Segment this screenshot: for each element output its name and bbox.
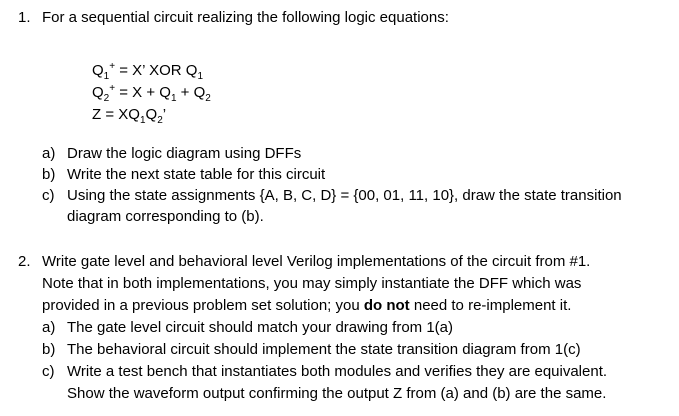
p2-part-c-text-line2: Show the waveform output confirming the output Z from (a) and (b) are the same. <box>67 385 607 402</box>
problem-1-number: 1. <box>18 9 31 26</box>
problem-2-line3-after: need to re-implement it. <box>409 297 572 314</box>
equation-z-output <box>92 104 166 126</box>
equation-q2-next <box>92 82 211 104</box>
problem-2-line1: Write gate level and behavioral level Verilog implementations of the circuit from #1. <box>42 253 591 270</box>
p1-part-c-label: c) <box>42 187 55 204</box>
p2-part-b-text: The behavioral circuit should implement the state transition diagram from 1(c) <box>67 341 581 358</box>
eq1-rhs-sub: 1 <box>197 71 204 82</box>
eq3-lhs-var: Z <box>92 106 102 123</box>
problem-1-prompt: For a sequential circuit realizing the following logic equations: <box>42 9 449 26</box>
eq2-lhs-sub: 2 <box>103 93 110 104</box>
p2-part-c-label: c) <box>42 363 55 380</box>
eq2-rhs-tail-sub: 2 <box>205 93 211 104</box>
p2-part-a-label: a) <box>42 319 56 336</box>
problem-2-number: 2. <box>18 253 31 270</box>
p2-part-b-label: b) <box>42 341 56 358</box>
p1-part-c-text-line1: Using the state assignments {A, B, C, D} = {00, 01, 11, 10}, draw the state transition <box>67 187 622 204</box>
eq2-lhs-var: Q <box>92 84 104 101</box>
eq3-rhs: = XQ <box>105 106 140 123</box>
eq3-rhs-mid: Q <box>145 106 158 123</box>
p1-part-b-text: Write the next state table for this circuit <box>67 166 326 183</box>
p1-part-a-text: Draw the logic diagram using DFFs <box>67 145 302 162</box>
eq2-lhs-sup: + <box>109 83 116 94</box>
eq1-lhs-sup: + <box>109 61 116 72</box>
problem-2-line3-bold: do not <box>363 297 410 314</box>
eq3-rhs-tail: ’ <box>162 106 167 123</box>
eq2-rhs: = X + Q <box>119 84 171 101</box>
eq3-rhs-sub: 1 <box>139 115 146 126</box>
p2-part-a-text: The gate level circuit should match your drawing from 1(a) <box>67 319 454 336</box>
eq1-lhs-var: Q <box>92 62 104 79</box>
equation-q1-next <box>92 60 203 82</box>
p1-part-c-text-line2: diagram corresponding to (b). <box>67 208 264 225</box>
eq3-rhs-mid-sub: 2 <box>157 115 163 126</box>
problem-2-line3 <box>42 295 571 317</box>
eq2-rhs-sub: 1 <box>170 93 177 104</box>
problem-2-line3-before: provided in a previous problem set solution; you <box>42 297 364 314</box>
p1-part-a-label: a) <box>42 145 56 162</box>
p1-part-b-label: b) <box>42 166 56 183</box>
eq2-rhs-tail: + Q <box>176 84 206 101</box>
eq1-lhs-sub: 1 <box>103 71 110 82</box>
eq1-rhs: = X’ XOR Q <box>119 62 198 79</box>
p2-part-c-text-line1: Write a test bench that instantiates both modules and verifies they are equivalent. <box>67 363 608 380</box>
problem-2-line2: Note that in both implementations, you may simply instantiate the DFF which was <box>42 275 582 292</box>
